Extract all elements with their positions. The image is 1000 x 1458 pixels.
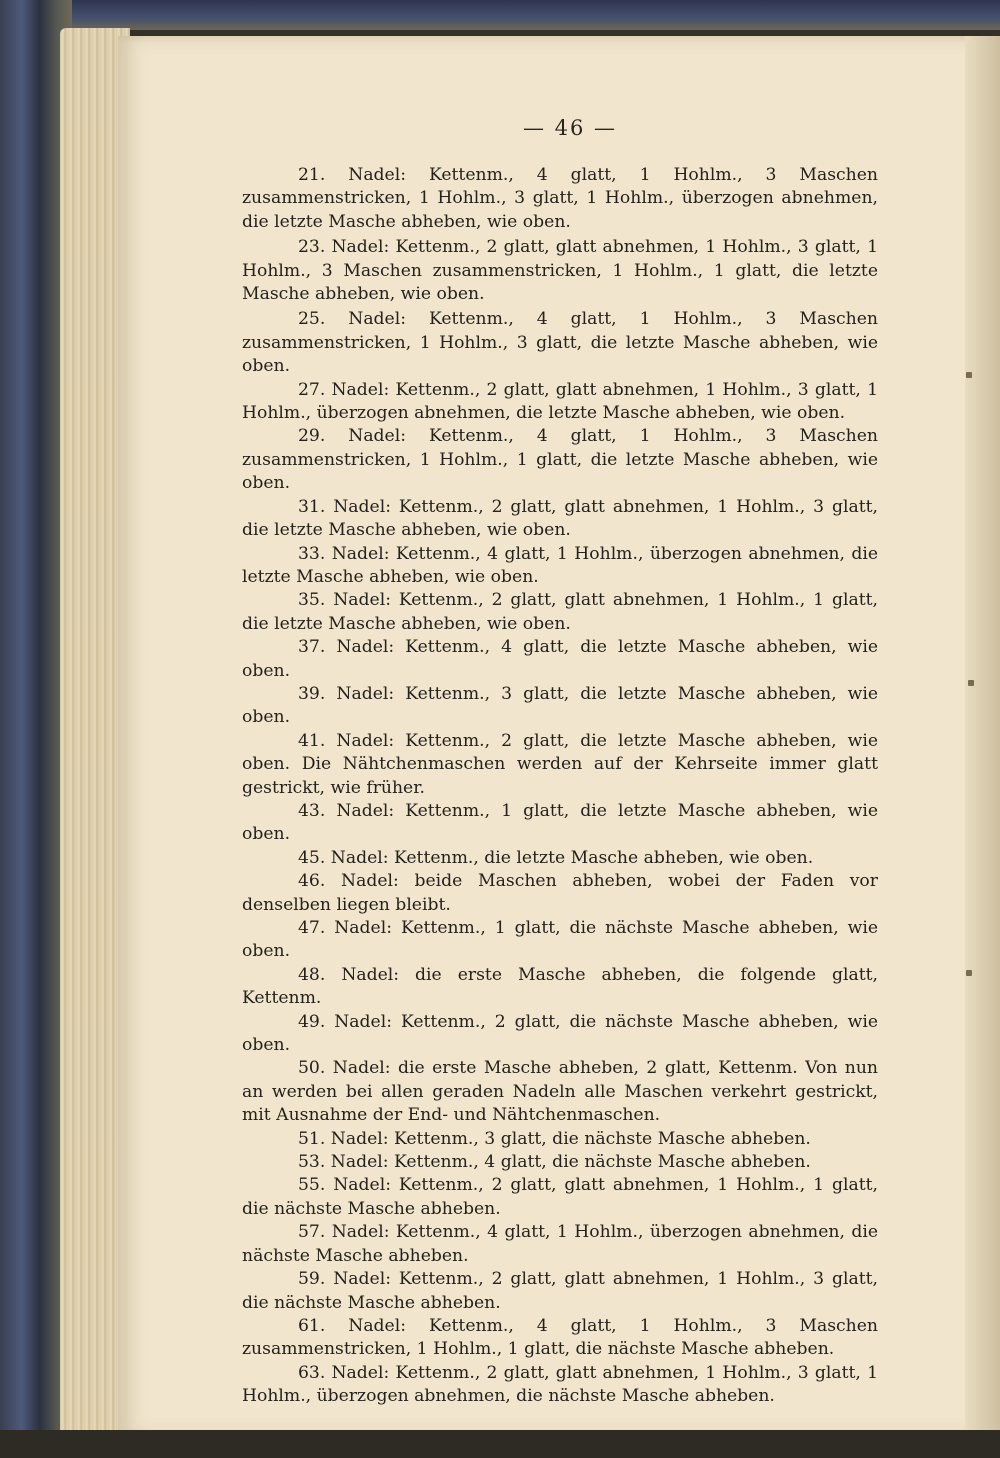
paragraph: 25. Nadel: Kettenm., 4 glatt, 1 Hohlm., 3 Maschen zusammenstricken, 1 Hohlm., 3 glatt, die letzte Masche abheben, wie oben.: [242, 309, 878, 377]
paragraph: 47. Nadel: Kettenm., 1 glatt, die nächste Masche abheben, wie oben.: [242, 918, 878, 962]
margin-mark-icon: [966, 970, 972, 976]
paragraph: 23. Nadel: Kettenm., 2 glatt, glatt abnehmen, 1 Hohlm., 3 glatt, 1 Hohlm., 3 Maschen zusammenstricken, 1 Hohlm., 1 glatt, die letzte Masche abheben, wie oben.: [242, 237, 878, 305]
paragraph: 59. Nadel: Kettenm., 2 glatt, glatt abnehmen, 1 Hohlm., 3 glatt, die nächste Masche abheben.: [242, 1269, 878, 1313]
paragraph: 39. Nadel: Kettenm., 3 glatt, die letzte Masche abheben, wie oben.: [242, 683, 878, 728]
paragraph: 21. Nadel: Kettenm., 4 glatt, 1 Hohlm., 3 Maschen zusammenstricken, 1 Hohlm., 3 glatt, 1 Hohlm., überzogen abnehmen, die letzte Masche abheben, wie oben.: [242, 165, 878, 232]
paragraph: 33. Nadel: Kettenm., 4 glatt, 1 Hohlm., überzogen abnehmen, die letzte Masche abheben, wie oben.: [242, 543, 878, 587]
paragraph: 49. Nadel: Kettenm., 2 glatt, die nächste Masche abheben, wie oben.: [242, 1011, 878, 1056]
paragraph: 41. Nadel: Kettenm., 2 glatt, die letzte Masche abheben, wie oben. Die Nähtchenmaschen werden auf der Kehrseite immer glatt gestrickt, wie früher.: [242, 730, 878, 798]
facing-page-edge: [965, 36, 1000, 1436]
paragraph: 57. Nadel: Kettenm., 4 glatt, 1 Hohlm., überzogen abnehmen, die nächste Masche abheben.: [242, 1222, 878, 1266]
margin-mark-icon: [968, 680, 974, 686]
bottom-shadow: [0, 1430, 1000, 1458]
book-cover-top: [0, 0, 1000, 30]
paragraph: 35. Nadel: Kettenm., 2 glatt, glatt abnehmen, 1 Hohlm., 1 glatt, die letzte Masche abheben, wie oben.: [242, 590, 878, 634]
page-number: — 46 —: [522, 116, 618, 140]
paragraph: 48. Nadel: die erste Masche abheben, die folgende glatt, Kettenm.: [242, 964, 878, 1009]
paragraph: 61. Nadel: Kettenm., 4 glatt, 1 Hohlm., 3 Maschen zusammenstricken, 1 Hohlm., 1 glatt, die nächste Masche abheben.: [242, 1315, 878, 1360]
paragraph: 63. Nadel: Kettenm., 2 glatt, glatt abnehmen, 1 Hohlm., 3 glatt, 1 Hohlm., überzogen abnehmen, die nächste Masche abheben.: [242, 1362, 878, 1407]
paragraph: 50. Nadel: die erste Masche abheben, 2 glatt, Kettenm. Von nun an werden bei allen geraden Nadeln alle Maschen verkehrt gestrickt, mit Ausnahme der End- und Nähtchenmaschen.: [242, 1058, 878, 1126]
paragraph: 37. Nadel: Kettenm., 4 glatt, die letzte Masche abheben, wie oben.: [242, 637, 878, 681]
paragraph: 45. Nadel: Kettenm., die letzte Masche abheben, wie oben.: [298, 847, 814, 868]
paragraph: 51. Nadel: Kettenm., 3 glatt, die nächste Masche abheben.: [298, 1128, 811, 1149]
paragraph: 29. Nadel: Kettenm., 4 glatt, 1 Hohlm., 3 Maschen zusammenstricken, 1 Hohlm., 1 glatt, die letzte Masche abheben, wie oben.: [242, 426, 878, 494]
paragraph: 31. Nadel: Kettenm., 2 glatt, glatt abnehmen, 1 Hohlm., 3 glatt, die letzte Masche abheben, wie oben.: [242, 496, 878, 541]
paragraph: 43. Nadel: Kettenm., 1 glatt, die letzte Masche abheben, wie oben.: [242, 800, 878, 845]
paragraph: 46. Nadel: beide Maschen abheben, wobei der Faden vor denselben liegen bleibt.: [242, 871, 878, 915]
body-text: [242, 164, 878, 1409]
paragraph: 55. Nadel: Kettenm., 2 glatt, glatt abnehmen, 1 Hohlm., 1 glatt, die nächste Masche abheben.: [242, 1175, 878, 1219]
paragraph: 27. Nadel: Kettenm., 2 glatt, glatt abnehmen, 1 Hohlm., 3 glatt, 1 Hohlm., überzogen abnehmen, die letzte Masche abheben, wie oben.: [242, 379, 878, 424]
margin-mark-icon: [966, 372, 972, 378]
paragraph: 53. Nadel: Kettenm., 4 glatt, die nächste Masche abheben.: [298, 1152, 811, 1173]
